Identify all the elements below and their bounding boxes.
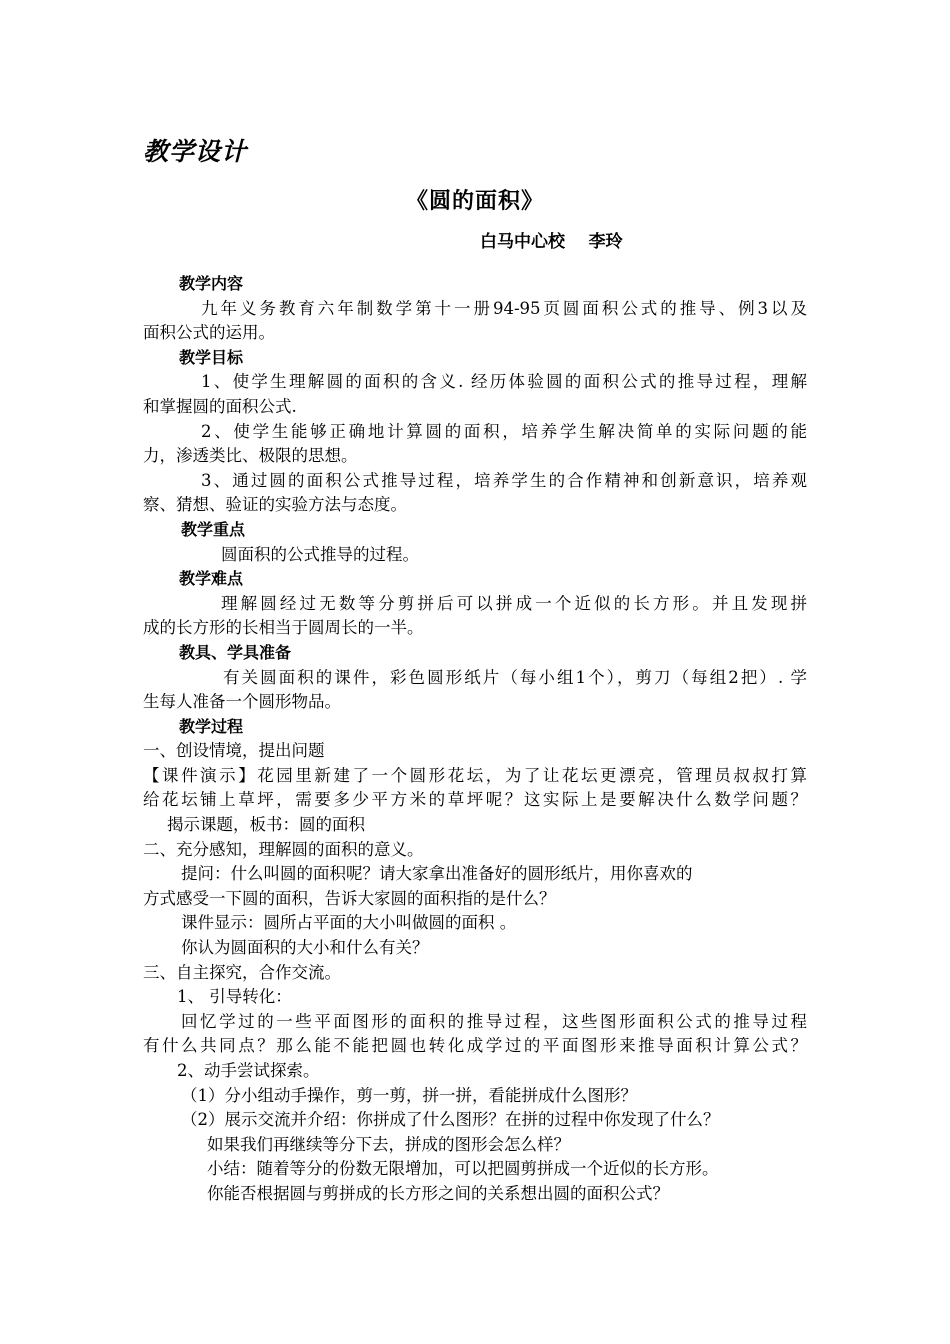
author-line: 白马中心校 李玲 — [480, 232, 623, 252]
section-heading: 教学难点 — [179, 569, 244, 589]
body-line: 你认为圆面积的大小和什么有关？ — [181, 938, 429, 958]
body-line: 理解圆经过无数等分剪拼后可以拼成一个近似的长方形。并且发现拼 — [221, 593, 807, 613]
body-line: 2、使学生能够正确地计算圆的面积，培养学生解决简单的实际问题的能 — [201, 421, 807, 441]
body-line: 三、自主探究，合作交流。 — [143, 962, 341, 982]
body-line: （1）分小组动手操作，剪一剪，拼一拼，看能拼成什么图形？ — [181, 1085, 637, 1105]
document-heading: 教学设计 — [143, 137, 248, 166]
body-line: 揭示课题，板书：圆的面积 — [167, 815, 365, 835]
section-heading: 教学过程 — [179, 716, 244, 736]
section-heading: 教学内容 — [179, 274, 244, 293]
body-line: 察、猜想、验证的实验方法与态度。 — [143, 495, 407, 515]
body-line: 你能否根据圆与剪拼成的长方形之间的关系想出圆的面积公式？ — [207, 1183, 669, 1203]
body-line: 如果我们再继续等分下去，拼成的图形会怎么样？ — [207, 1134, 570, 1154]
body-line: 课件显示：圆所占平面的大小叫做圆的面积 。 — [181, 913, 517, 933]
lesson-title: 《圆的面积》 — [405, 189, 544, 214]
body-line: 回忆学过的一些平面图形的面积的推导过程，这些图形面积公式的推导过程 — [181, 1011, 807, 1031]
body-line: 面积公式的运用。 — [143, 323, 275, 343]
body-line: 和掌握圆的面积公式. — [143, 396, 297, 416]
body-line: 有关圆面积的课件，彩色圆形纸片（每小组1个），剪刀（每组2把）. 学 — [223, 667, 807, 687]
body-line: （2）展示交流并介绍：你拼成了什么图形？在拼的过程中你发现了什么？ — [181, 1110, 720, 1130]
body-line: 力，渗透类比、极限的思想。 — [143, 446, 358, 466]
body-line: 生每人准备一个圆形物品。 — [143, 692, 341, 712]
body-line: 方式感受一下圆的面积，告诉大家圆的面积指的是什么？ — [143, 888, 556, 908]
section-heading: 教学重点 — [181, 519, 246, 539]
body-line: 二、充分感知，理解圆的面积的意义。 — [143, 839, 424, 859]
body-line: 提问：什么叫圆的面积呢？请大家拿出准备好的圆形纸片，用你喜欢的 — [181, 864, 693, 884]
body-line: 2、动手尝试探索。 — [177, 1061, 320, 1080]
body-line: 给花坛铺上草坪，需要多少平方米的草坪呢？这实际上是要解决什么数学问题？ — [143, 790, 807, 810]
body-line: 小结：随着等分的份数无限增加，可以把圆剪拼成一个近似的长方形。 — [207, 1159, 719, 1179]
body-line: 成的长方形的长相当于圆周长的一半。 — [143, 618, 424, 638]
body-line: 【课件演示】花园里新建了一个圆形花坛，为了让花坛更漂亮，管理员叔叔打算 — [143, 765, 807, 785]
body-line: 九年义务教育六年制数学第十一册94-95页圆面积公式的推导、例3以及 — [201, 298, 807, 318]
body-line: 1、使学生理解圆的面积的含义. 经历体验圆的面积公式的推导过程，理解 — [201, 372, 807, 392]
document-body — [143, 272, 807, 1207]
body-line: 圆面积的公式推导的过程。 — [221, 544, 419, 564]
section-heading: 教具、学具准备 — [179, 642, 292, 662]
body-line: 1、 引导转化： — [177, 987, 292, 1007]
body-line: 有什么共同点？那么能不能把圆也转化成学过的平面图形来推导面积计算公式？ — [143, 1036, 807, 1056]
body-line: 3、通过圆的面积公式推导过程，培养学生的合作精神和创新意识，培养观 — [201, 470, 807, 490]
section-heading: 教学目标 — [179, 347, 244, 367]
body-line: 一、创设情境，提出问题 — [143, 741, 325, 761]
